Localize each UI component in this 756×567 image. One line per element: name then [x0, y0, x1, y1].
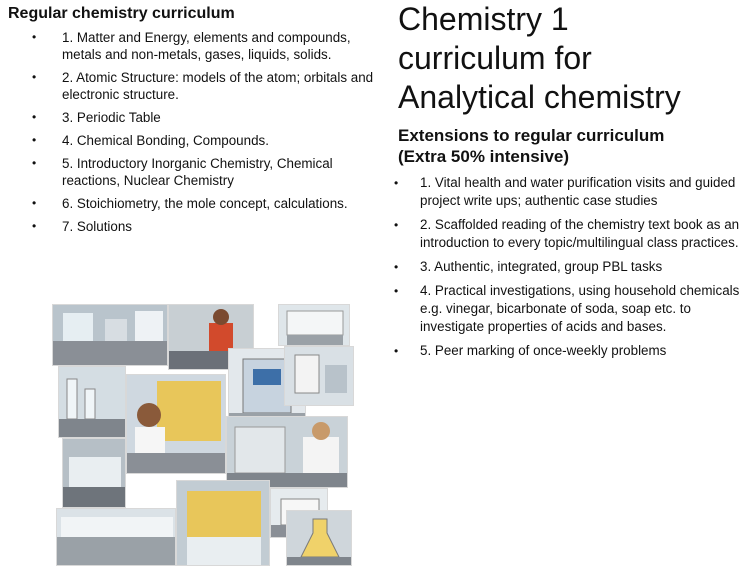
lab-photo-fume-hood — [126, 374, 226, 474]
lab-photo-bench — [52, 304, 168, 366]
regular-curriculum-title: Regular chemistry curriculum — [8, 5, 235, 22]
lab-photo-equipment — [284, 346, 354, 406]
list-item: • 7. Solutions — [32, 219, 132, 234]
page-title-line: Chemistry 1 — [398, 1, 569, 37]
bullet-icon: • — [394, 176, 399, 190]
extensions-subtitle-line: Extensions to regular curriculum — [398, 126, 665, 145]
bullet-icon: • — [32, 219, 37, 233]
page-title-line: Analytical chemistry — [398, 79, 681, 115]
list-item: • 1. Vital health and water purification visits and guided project write ups; authentic case studies — [394, 175, 736, 208]
bullet-icon: • — [32, 110, 37, 124]
bullet-icon: • — [32, 133, 37, 147]
list-item: • 3. Authentic, integrated, group PBL tasks — [394, 259, 663, 274]
bullet-icon: • — [32, 30, 37, 44]
analytical-curriculum-panel — [394, 0, 748, 366]
lab-photo-cabinet — [278, 304, 350, 346]
extensions-subtitle — [398, 125, 748, 167]
lab-photo-collage — [48, 304, 358, 566]
list-item: • 4. Practical investigations, using household chemicals e.g. vinegar, bicarbonate of soda, soap etc. to investigate properties of acids and bases. — [394, 283, 740, 334]
bullet-icon: • — [32, 156, 37, 170]
list-item: • 5. Introductory Inorganic Chemistry, Chemical reactions, Nuclear Chemistry — [32, 156, 333, 188]
list-item: • 2. Scaffolded reading of the chemistry text book as an introduction to every topic/multilingual class practices. — [394, 217, 740, 250]
bullet-icon: • — [394, 260, 399, 274]
extensions-list — [394, 174, 748, 360]
list-item: • 5. Peer marking of once-weekly problems — [394, 343, 667, 358]
list-item: • 2. Atomic Structure: models of the atom; orbitals and electronic structure. — [32, 70, 374, 102]
list-item: • 6. Stoichiometry, the mole concept, calculations. — [32, 196, 348, 211]
lab-photo-sink — [62, 438, 126, 508]
page-title-line: curriculum for — [398, 40, 592, 76]
lab-photo-lab-room — [56, 508, 176, 566]
regular-curriculum-panel — [8, 5, 378, 241]
lab-photo-glassware — [58, 366, 126, 438]
list-item: • 3. Periodic Table — [32, 110, 161, 125]
lab-photo-yellow-hood — [176, 480, 270, 566]
list-item: • 1. Matter and Energy, elements and compounds, metals and non-metals, gases, liquids, solids. — [32, 30, 351, 62]
bullet-icon: • — [32, 70, 37, 84]
regular-curriculum-list — [8, 29, 378, 235]
bullet-icon: • — [32, 196, 37, 210]
bullet-icon: • — [394, 284, 399, 298]
lab-photo-flask — [286, 510, 352, 566]
page-title — [398, 0, 748, 117]
bullet-icon: • — [394, 218, 399, 232]
extensions-subtitle-line: (Extra 50% intensive) — [398, 147, 570, 166]
lab-photo-technician — [226, 416, 348, 488]
list-item: • 4. Chemical Bonding, Compounds. — [32, 133, 269, 148]
bullet-icon: • — [394, 344, 399, 358]
